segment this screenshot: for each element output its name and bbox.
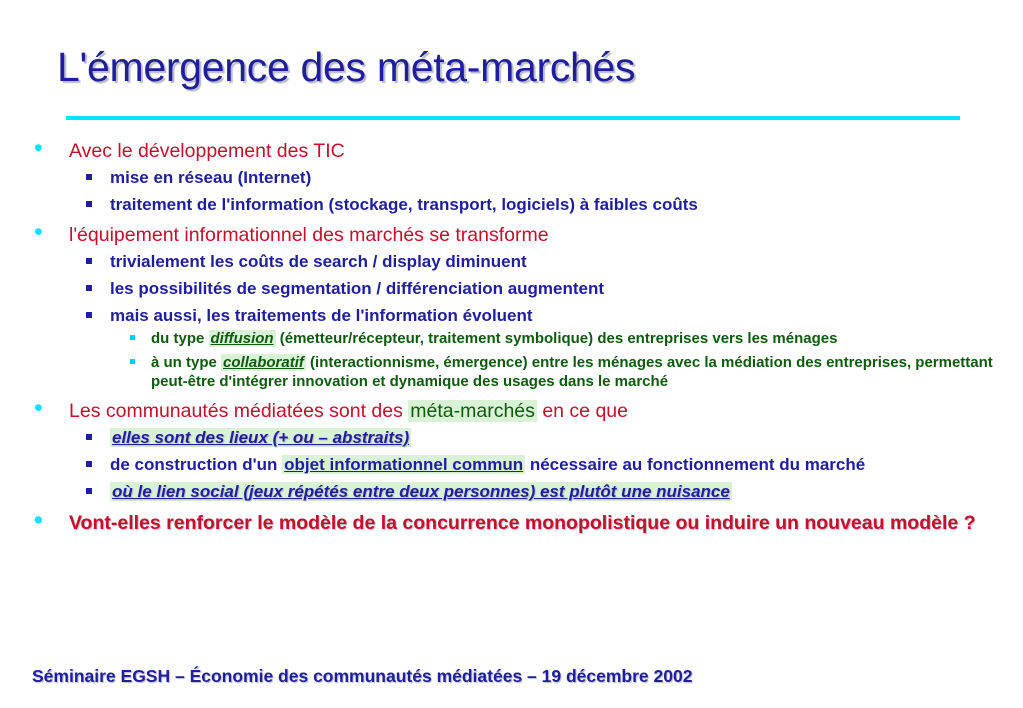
highlighted-term: méta-marchés	[410, 400, 535, 422]
sub-bullet-item	[34, 278, 1009, 299]
sub-bullet-item	[34, 194, 1009, 215]
sub-sub-bullet-item	[34, 329, 1009, 348]
bullet-dot-icon: •	[34, 506, 43, 534]
bullet-text: Avec le développement des TIC	[69, 140, 345, 162]
sub-sub-bullet-suffix: (émetteur/récepteur, traitement symbolique) des entreprises vers les ménages	[275, 330, 838, 347]
bullet-dot-icon: •	[34, 394, 43, 422]
slide-title: L'émergence des méta-marchés	[57, 44, 636, 90]
sub-bullet-suffix: nécessaire au fonctionnement du marché	[525, 455, 866, 474]
slide-footer: Séminaire EGSH – Économie des communautés médiatées – 19 décembre 2002	[32, 666, 693, 686]
bullet-item	[34, 134, 1009, 163]
sub-bullet-prefix: de construction d'un	[110, 455, 283, 474]
square-bullet-icon	[86, 461, 92, 467]
sub-bullet-item	[34, 305, 1009, 326]
square-bullet-icon	[86, 434, 92, 440]
sub-bullet-text: mais aussi, les traitements de l'information évoluent	[110, 306, 533, 325]
sub-sub-bullet-prefix: à un type	[151, 354, 222, 371]
sub-sub-bullet-item	[34, 353, 1009, 391]
highlighted-term: diffusion	[210, 330, 274, 347]
bullet-item	[34, 218, 1009, 247]
sub-sub-bullet-prefix: du type	[151, 330, 209, 347]
bullet-item	[34, 394, 1009, 423]
sub-bullet-text-highlighted: elles sont des lieux (+ ou – abstraits)	[112, 428, 410, 447]
sub-sub-bullet-suffix: (interactionnisme, émergence) entre les ménages avec la médiation des entreprises, permettant peut-être d'intégrer innovation et dynamique des usages dans le marché	[151, 354, 993, 390]
square-bullet-icon	[86, 174, 92, 180]
sub-bullet-text-highlighted: où le lien social (jeux répétés entre deux personnes) est plutôt une nuisance	[112, 482, 730, 501]
slide-body	[34, 134, 1009, 535]
square-bullet-icon	[86, 201, 92, 207]
bullet-dot-icon: •	[34, 218, 43, 246]
small-square-bullet-icon	[130, 359, 135, 364]
square-bullet-icon	[86, 285, 92, 291]
square-bullet-icon	[86, 488, 92, 494]
square-bullet-icon	[86, 312, 92, 318]
title-underline-rule	[66, 116, 960, 120]
sub-bullet-item	[34, 454, 1009, 475]
bullet-question-text: Vont-elles renforcer le modèle de la concurrence monopolistique ou induire un nouveau modèle ?	[69, 512, 976, 534]
small-square-bullet-icon	[130, 335, 135, 340]
sub-bullet-item	[34, 167, 1009, 188]
bullet-item	[34, 506, 1009, 535]
sub-bullet-text: trivialement les coûts de search / display diminuent	[110, 252, 527, 271]
sub-bullet-item	[34, 427, 1009, 448]
highlighted-term: objet informationnel commun	[284, 455, 524, 474]
highlighted-term: collaboratif	[223, 354, 304, 371]
sub-bullet-item	[34, 481, 1009, 502]
bullet-text-prefix: Les communautés médiatées sont des	[69, 400, 409, 422]
bullet-dot-icon: •	[34, 134, 43, 162]
sub-bullet-text: mise en réseau (Internet)	[110, 168, 312, 187]
sub-bullet-text: les possibilités de segmentation / différenciation augmentent	[110, 279, 605, 298]
bullet-text-suffix: en ce que	[536, 400, 628, 422]
sub-bullet-text: traitement de l'information (stockage, transport, logiciels) à faibles coûts	[110, 195, 698, 214]
bullet-text: l'équipement informationnel des marchés se transforme	[69, 224, 549, 246]
sub-bullet-item	[34, 251, 1009, 272]
square-bullet-icon	[86, 258, 92, 264]
